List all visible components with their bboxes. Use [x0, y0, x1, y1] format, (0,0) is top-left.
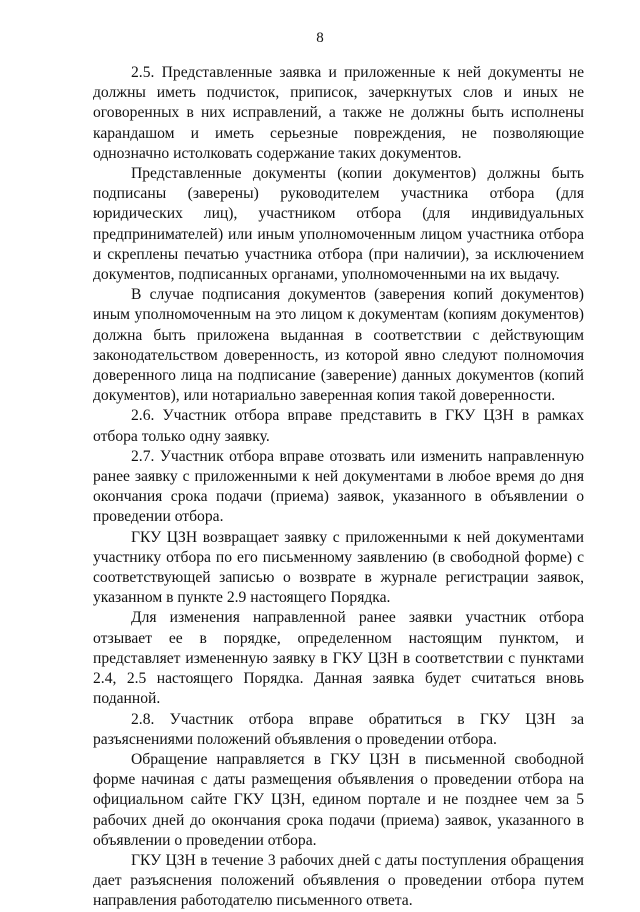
paragraph-2-8: 2.8. Участник отбора вправе обратиться в ГКУ ЦЗН за разъяснениями положений объявления о проведении отбора. [93, 710, 584, 748]
paragraph-power-of-attorney: В случае подписания документов (заверения копий документов) иным уполномоченным на это лицом к документам (копиям документов) должна быть приложена выданная в соответствии с действующим законодательством доверенность, из которой явно следуют полномочия доверенного лица на подписание (заверение) данных документов (копий документов), или нотариально заверенная копия такой доверенности. [93, 286, 584, 405]
paragraph-response-deadline: ГКУ ЦЗН в течение 3 рабочих дней с даты поступления обращения дает разъяснения положений объявления о проведении отбора путем направления работодателю письменного ответа. [93, 851, 584, 910]
paragraph-application-return: ГКУ ЦЗН возвращает заявку с приложенными к ней документами участнику отбора по его письменному заявлению (в свободной форме) с соответствующей записью о возврате в журнале регистрации заявок, указанном в пункте 2.9 настоящего Порядка. [93, 528, 584, 607]
document-body [93, 63, 584, 912]
paragraph-2-6: 2.6. Участник отбора вправе представить в ГКУ ЦЗН в рамках отбора только одну заявку. [93, 407, 584, 445]
paragraph-request-submission: Обращение направляется в ГКУ ЦЗН в письменной свободной форме начиная с даты размещения объявления о проведении отбора на официальном сайте ГКУ ЦЗН, едином портале и не позднее чем за 5 рабочих дней до окончания срока подачи (приема) заявок, указанного в объявлении о проведении отбора. [93, 750, 584, 849]
paragraph-2-5: 2.5. Представленные заявка и приложенные к ней документы не должны иметь подчисток, приписок, зачеркнутых слов и иных не оговоренных в них исправлений, а также не должны быть исполнены карандашом и иметь серьезные повреждения, не позволяющие однозначно истолковать содержание таких документов. [93, 64, 584, 162]
paragraph-2-7: 2.7. Участник отбора вправе отозвать или изменить направленную ранее заявку с приложенными к ней документами в любое время до дня окончания срока подачи (приема) заявок, указанного в объявлении о проведении отбора. [93, 447, 584, 526]
paragraph-signing-requirements: Представленные документы (копии документов) должны быть подписаны (заверены) руководителем участника отбора (для юридических лиц), участником отбора (для индивидуальных предпринимателей) или иным уполномоченным лицом участника отбора и скреплены печатью участника отбора (при наличии), за исключением документов, подписанных органами, уполномоченными на их выдачу. [93, 165, 584, 284]
page-number: 8 [316, 30, 324, 46]
paragraph-application-change: Для изменения направленной ранее заявки участник отбора отзывает ее в порядке, определенном настоящим пунктом, и представляет измененную заявку в ГКУ ЦЗН в соответствии с пунктами 2.4, 2.5 настоящего Порядка. Данная заявка будет считаться вновь поданной. [93, 609, 584, 708]
